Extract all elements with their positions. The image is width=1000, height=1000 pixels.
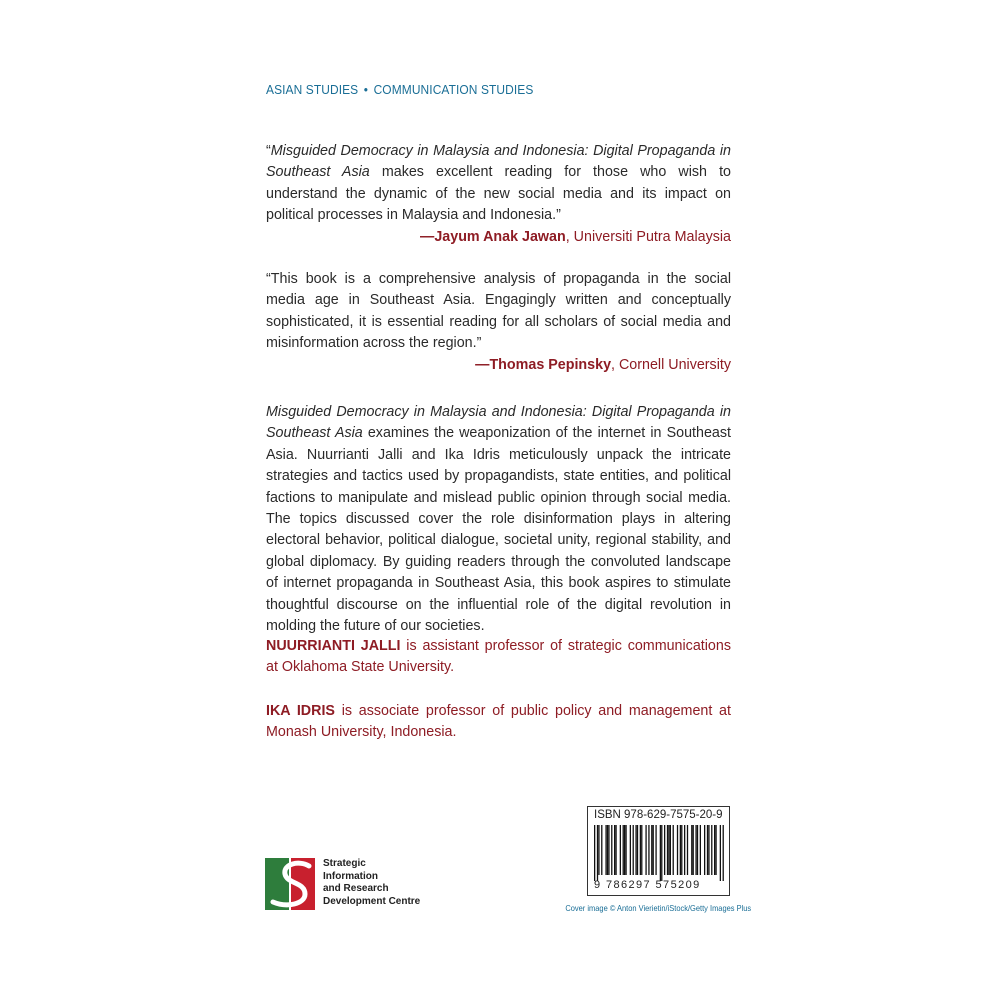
publisher-name bbox=[323, 858, 420, 908]
category-separator: • bbox=[363, 82, 369, 97]
author-1-bio: is assistant professor of strategic communications at Oklahoma State University. bbox=[266, 638, 731, 676]
cover-image-credit bbox=[540, 903, 752, 913]
author-2-name: IKA IDRIS bbox=[266, 703, 335, 719]
category-asian-studies: ASIAN STUDIES bbox=[266, 82, 359, 97]
publisher-name-line-2: Information bbox=[323, 870, 378, 882]
category-communication-studies: COMMUNICATION STUDIES bbox=[373, 82, 534, 97]
endorsement-quote-1 bbox=[266, 141, 731, 248]
author-1-name: NUURRIANTI JALLI bbox=[266, 638, 401, 654]
quote-2-body: “This book is a comprehensive analysis of propaganda in the social media age in Southeast Asia. Engagingly written and conceptually sophisticated, it is essential reading for all scholars of social media and misinformation across the region.” bbox=[266, 271, 731, 352]
quote-2-attribution bbox=[266, 355, 731, 376]
quote-1-attribution bbox=[266, 227, 731, 248]
quote-1-open-mark: “ bbox=[266, 143, 271, 159]
description-body: examines the weaponization of the internet in Southeast Asia. Nuurrianti Jalli and Ika Idris meticulously unpack the intricate strategies and tactics used by propagandists, state entities, and political factions to manipulate and mislead public opinion through social media. The topics discussed cover the role disinformation plays in altering electoral behavior, political dialogue, societal unity, regional stability, and global diplomacy. By guiding readers through the convoluted landscape of internet propaganda in Southeast Asia, this book aspires to stimulate thoughtful discourse on the influential role of the digital revolution in molding the future of our societies. bbox=[266, 425, 731, 635]
quote-1-affiliation: , Universiti Putra Malaysia bbox=[565, 228, 731, 245]
author-bio-2 bbox=[266, 701, 731, 744]
cover-image-credit-text: Cover image © Anton Vierietin/iStock/Getty Images Plus bbox=[565, 903, 752, 913]
isbn-digits: 9 786297 575209 bbox=[594, 879, 701, 891]
author-2-bio: is associate professor of public policy and management at Monash University, Indonesia. bbox=[266, 703, 731, 741]
quote-2-dash: — bbox=[475, 356, 490, 373]
quote-1-body: makes excellent reading for those who wish to understand the dynamic of the new social media and its impact on political processes in Malaysia and Indonesia.” bbox=[266, 164, 731, 224]
publisher-logo bbox=[265, 856, 425, 912]
publisher-name-line-1: Strategic bbox=[323, 858, 366, 869]
quote-2-author: Thomas Pepinsky bbox=[489, 356, 612, 373]
endorsement-quote-2 bbox=[266, 269, 731, 376]
description-book-title: Misguided Democracy in Malaysia and Indonesia: Digital Propaganda in Southeast Asia bbox=[266, 404, 731, 442]
author-bio-1 bbox=[266, 636, 731, 679]
isbn-label: ISBN 978-629-7575-20-9 bbox=[594, 809, 723, 821]
publisher-name-line-4: Development Centre bbox=[323, 895, 421, 907]
book-description bbox=[266, 402, 731, 637]
quote-1-author: Jayum Anak Jawan bbox=[434, 228, 566, 245]
publisher-logo-icon bbox=[265, 858, 315, 910]
category-line bbox=[266, 82, 533, 97]
quote-2-affiliation: , Cornell University bbox=[611, 356, 731, 373]
quote-1-book-title: Misguided Democracy in Malaysia and Indonesia: Digital Propaganda in Southeast Asia bbox=[266, 143, 731, 181]
publisher-name-line-3: and Research bbox=[323, 883, 389, 894]
barcode-icon bbox=[594, 825, 724, 881]
quote-1-dash: — bbox=[420, 228, 435, 245]
isbn-barcode-box bbox=[587, 806, 730, 896]
quote-1-text bbox=[266, 141, 731, 227]
